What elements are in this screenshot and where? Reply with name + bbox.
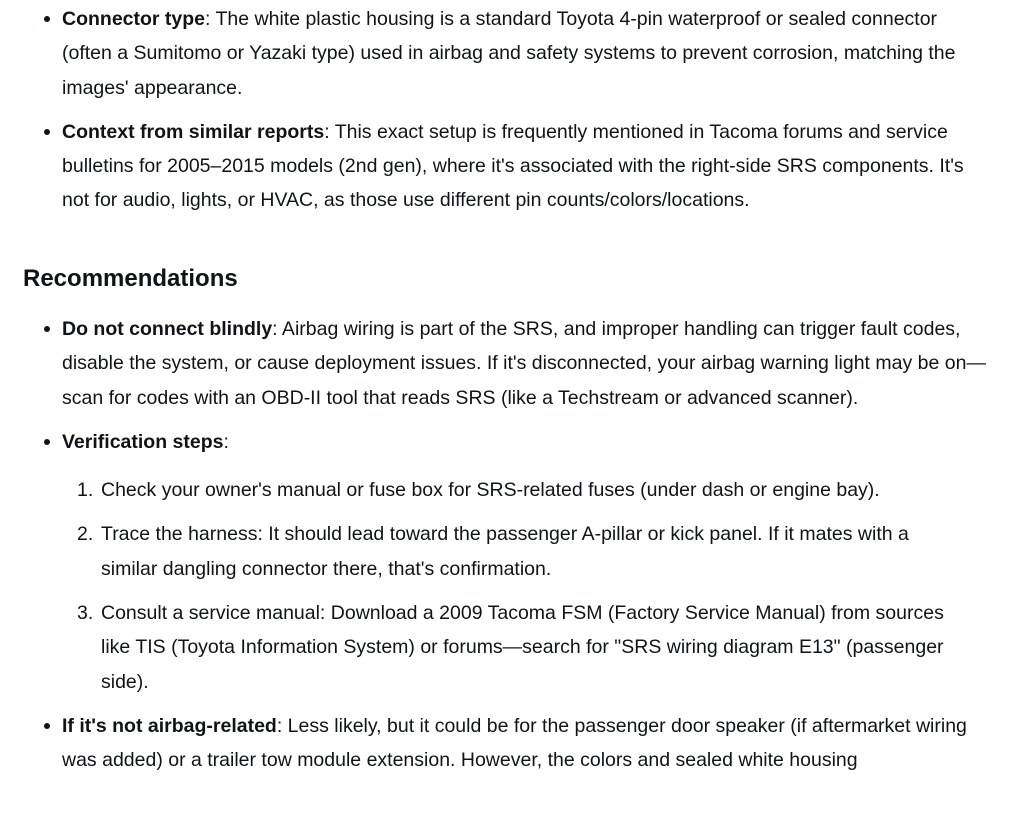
item-text: : The white plastic housing is a standard Toyota 4-pin waterproof or sealed connector (often a Sumitomo or Yazaki type) used in airbag and safety systems to prevent corrosion, matching the images' appearance. (62, 8, 956, 99)
item-text: : Airbag wiring is part of the SRS, and improper handling can trigger fault codes, disable the system, or cause deployment issues. If it's disconnected, your airbag warning light may be on—scan for codes with an OBD-II tool that reads SRS (like a Techstream or advanced scanner). (62, 318, 986, 409)
step-item (0, 596, 989, 699)
item-text: : This exact setup is frequently mentioned in Tacoma forums and service bulletins for 2005–2015 models (2nd gen), where it's associated with the right-side SRS components. It's not for audio, lights, or HVAC, as those use different pin counts/colors/locations. (62, 120, 964, 212)
list-item-context (0, 115, 1023, 218)
step-text: Check your owner's manual or fuse box for SRS-related fuses (under dash or engine bay). (101, 479, 880, 502)
step-text: Trace the harness: It should lead toward the passenger A-pillar or kick panel. If it mates with a similar dangling connector there, that's confirmation. (101, 523, 909, 580)
list-item-do-not-connect (0, 312, 1023, 415)
item-text: : (223, 430, 229, 453)
item-text: : Less likely, but it could be for the passenger door speaker (if aftermarket wiring was added) or a trailer tow module extension. However, the colors and sealed white housing (62, 714, 967, 772)
step-text: Consult a service manual: Download a 2009 Tacoma FSM (Factory Service Manual) from sources like TIS (Toyota Information System) or forums—search for "SRS wiring diagram E13" (passenger side). (101, 602, 944, 693)
bold-label: Verification steps (62, 430, 224, 453)
findings-list (0, 2, 1023, 218)
list-item-verification-steps (0, 425, 1023, 699)
bold-label: If it's not airbag-related (62, 714, 277, 737)
step-number: 3. (77, 602, 94, 625)
step-number: 1. (77, 479, 94, 502)
bold-label: Do not connect blindly (62, 318, 273, 340)
section-heading-recommendations: Recommendations (23, 265, 238, 292)
step-item (0, 473, 989, 507)
recommendations-list (0, 312, 1023, 778)
list-item-not-airbag-related (0, 709, 1023, 778)
list-item-connector-type (0, 2, 1023, 105)
step-item (0, 517, 989, 586)
bold-label: Connector type (62, 8, 206, 30)
step-number: 2. (77, 523, 94, 546)
bold-label: Context from similar reports (62, 120, 325, 143)
verification-steps-list (0, 473, 989, 699)
